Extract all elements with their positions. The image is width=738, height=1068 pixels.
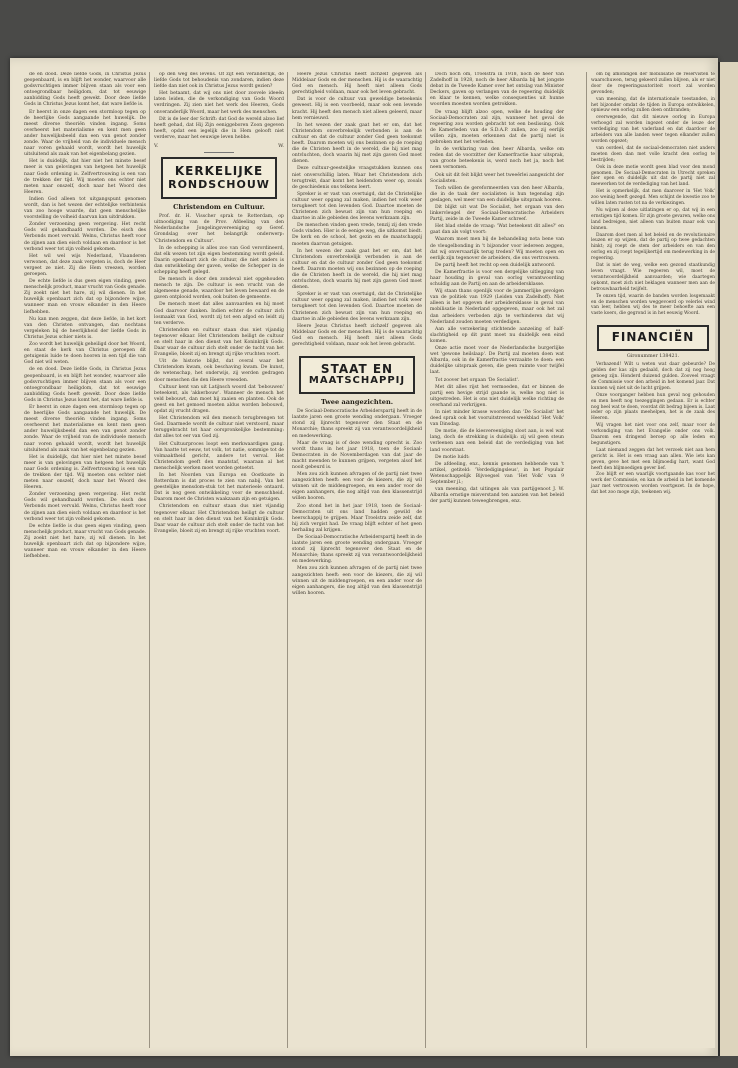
giro-number: Gironummer 138421.: [626, 354, 680, 360]
paragraph: Er heerst in onze dagen een stormloop tegen op de heerlijke Gods aangaande het huwelijk. De meest diverse theoriën vinden ingang. Soms overheerst het materialisme en kent men geen ander huwelijksbeeld dan een van genot zonder zonde. Waar de vrijheid van de individuele mensch naar voren gehaald wordt, wordt het huwelijk uitsluitend als zaak van het eigenbelang gezien.: [24, 404, 146, 453]
paragraph: Het wil wel wijs Nederland, Vlaanderen verwonen, dat deze zaak vergeten is, doch de Heer vergeet ze niet. Zij die Hem vreezen, worden geroepen.: [24, 253, 146, 277]
paragraph: In de schepping is alles zoo van God verordineerd, dat elk wezen tot zijn eigen bestemming wordt geleid. Daarin openbaart zich de cultuur, die niet anders is dan ontwikkeling der gaven, welke de Schepper in de schepping heeft gelegd.: [154, 245, 284, 275]
paragraph: Indien God alleen tot uitgangspunt genomen wordt, dan is het wezen der echtelijke verbintenis van zoo hooge waarde, dat geen menschelijke voorstelling de volheid daarvan kan uitdrukken.: [24, 196, 146, 221]
paragraph: Dat is niet de weg, welke een gezond staatkundig leven vraagt. Wie regeeren wil, moet de verantwoordelijkheid aanvaarden; wie daartegen opkomt, moet zich niet beklagen wanneer men aan de betrouwbaarheid twijfelt.: [591, 263, 715, 292]
paragraph: Christendom en cultuur staan dus niet vijandig tegenover elkaar. Het Christendom heiligt de cultuur en stelt haar in den dienst van het Koninkrijk Gods. Daar waar de cultuur zich stelt onder de tucht van het Evangelie, bloeit zij en brengt zij rijke vruchten voort.: [154, 504, 284, 534]
paragraph: In het wezen der zaak gaat het er om, dat het Christendom onverbrekelijk verbonden is aan de cultuur en dat de cultuur zonder God geen toekomst heeft. Daarom moeten wij ons bezinnen op de roeping die de Christen heeft in de wereld, die hij niet mag ontvluchten, doch waarin hij met zijn gaven God moet dienen.: [292, 248, 422, 291]
paragraph: Onze voorganger hebben hun geval nog gehouden en men heeft nog toezeggingen gedaan. Er is echter nog heel wat te doen, voordat dit bedrag bijeen is. Laat ieder op zijn plaats meehelpen, het is de zaak des Heeren.: [591, 392, 715, 422]
paragraph: Spreker is er vast van overtuigd, dat de Christelijke cultuur weer opgang zal maken, indien het volk weer terugkeert tot den levenden God. Daartoe moeten de Christenen zich bewust zijn van hun roeping en daartoe in alle gebieden des levens werkzaam zijn.: [292, 191, 422, 222]
paragraph: Christendom en cultuur staan dus niet vijandig tegenover elkaar. Het Christendom heiligt de cultuur en stelt haar in den dienst van het Koninkrijk Gods. Daar waar de cultuur zich stelt onder de tucht van het Evangelie, bloeit zij en brengt zij rijke vruchten voort.: [154, 327, 284, 358]
financien-header: FINANCIËN: [597, 325, 709, 351]
paragraph: Ook uit dit feit blijkt weer het tweeërlei aangezicht der Socialisten.: [430, 172, 564, 184]
paragraph: In het Noorden van Europa en Oostkuste in Rotterdam is dat proces te zien van nabij. Van het geestelijke mensdom-stuk tot het materieele ontaard. Dat is nog geen ontwikkeling voor de menschheid. Daarom moet de Christen waakzaam zijn en getuigen.: [154, 472, 284, 503]
section-head-line-1: STAAT EN: [320, 362, 394, 377]
paragraph: Dit is de leer der Schrift: dat God de wereld alzoo lief heeft gehad, dat Hij Zijn eeniggeboren Zoon gegeven heeft, opdat een iegelijk die in Hem gelooft niet verderve, maar het eeuwige leven hebbe.: [154, 116, 284, 140]
paragraph: De echte liefde is dus geen eigen vinding, geen menschelijk product, maar vrucht van Gods genade. Zij zoekt niet het hare, zij wil dienen. In het huwelijk openbaart zich dat op bijzondere wijze, wanneer man en vrouw elkander in den Heere liefhebben.: [24, 523, 146, 560]
paragraph: In het wezen der zaak gaat het er om, dat het Christendom onverbrekelijk verbonden is aan de cultuur en dat de cultuur zonder God geen toekomst heeft. Daarom moeten wij ons bezinnen op de roeping die de Christen heeft in de wereld, die hij niet mag ontvluchten, doch waarin hij met zijn gaven God moet dienen.: [292, 122, 422, 165]
paragraph: Dit blijkt uit wat De Socialist, het orgaan van den linkervleugel der Sociaal-Democratische Arbeiders Partij, zeide in de Tweede Kamer schreef.: [430, 204, 564, 223]
paragraph: Waarom moet men bij de behandeling nota bene van de vleugelbonding in 't bijzonder voor iedereen zeggen, dat wij onvervaarlijk terug treden? Wij moeten open en eerlijk zijn tegenover de arbeiders, die ons vertrouwen.: [430, 237, 564, 261]
section-head-line-2: RONDSCHOUW: [168, 178, 270, 192]
article-title: Twee aangezichten.: [320, 398, 394, 407]
paragraph: De Sociaal-Democratische Arbeiderspartij heeft in de laatste jaren een groote wending ondergaan. Vroeger stond zij lijnrecht tegenover den Staat en de Monarchie; thans spreekt zij van verantwoordelijkheid en medewerking.: [292, 535, 422, 565]
paragraph: De echte liefde is dus geen eigen vinding, geen menschelijk product, maar vrucht van Gods genade. Zij zoekt niet het hare, zij wil dienen. In het huwelijk openbaart zich dat op bijzondere wijze, wanneer man en vrouw elkander in den Heere liefhebben.: [24, 279, 146, 315]
paragraph: Zonder verzoening geen vergeving. Het recht Gods wil gehandhaafd worden. De eisch des Verbonds moet vervuld. Welnu, Christus heeft voor de zijnen aan dien eisch voldaan en daardoor is het verbond weer tot zijn volheid gekomen.: [24, 492, 146, 522]
column-2: [154, 72, 284, 1048]
column-divider: [149, 72, 150, 1048]
paragraph: De vraag blijft alzoo open, welke de houding der Sociaal-Democraten zal zijn, wanneer het geval de regeering zou worden gebracht tot een beslissing. Ook de Kamerleden van de S.D.A.P. zullen, zoo zij eerlijk willen zijn, moeten erkennen dat de partij niet is gebroken met het verleden.: [430, 109, 564, 146]
paragraph: Men zou zich kunnen afvragen of de partij niet twee aangezichten heeft: een voor de kiezers, die zij wil winnen uit de middengroepen, en een ander voor de eigen aanhangers, die nog altijd van den klassenstrijd willen hooren.: [292, 566, 422, 596]
paragraph: Tot zoover het orgaan 'De Socialist'.: [435, 377, 520, 383]
paragraph: om bij afkondigen der mobilisatie de reservisten te waarschuwen, terug gekeerd zullen blijven, als er niet door de regeeringsautoriteit voort zal worden gevonden;: [591, 72, 715, 95]
paragraph: Wij staan thans openlijk voor de jammerlijke gevolgen van de politiek van 1929 (Leiden van Zadelhoff). Niet alleen is het opgeven der arbeidersklasse in geval van mobilisatie in Nederland opgegeven, maar ook het zal dan arbeiders verboden zijn te verhinderen dat wij Nederland zouden moeten verdedigen.: [430, 289, 564, 325]
paragraph: Verbazend! Wilt u weten wat daar gebeurde? De gelden der kas zijn gedaald, doch dat zij nog hoog genoeg zijn. Honderd duizend gulden. Zooveel vraagt de Commissie voor den arbeid in het komend jaar. Dat kunnen wij niet uit de lucht grijpen.: [591, 362, 715, 391]
paragraph: Zoo stond het in het jaar 1918, toen de Sociaal-Democraten uit ons land hadden gewild de heerschappij te grijpen. Maar Troelstra zeide zelf, dat hij zich vergist had. De vraag blijft echter of het geen herhaling zal krijgen.: [292, 503, 422, 533]
paragraph: Heere Jezus Christus heeft zichzelf gegeven als Middelaar Gods en der menschen. Hij is de waarachtig God en mensch. Hij heeft niet alleen Gods gerechtigheid voldaan, maar ook het leven gebracht.: [292, 72, 422, 96]
paragraph: Nu wijzen al deze uitlatingen er op, dat wij in een ernstigen tijd komen. Er zijn groote gevaren, welke ons land bedreigen, niet alleen van buiten maar ook van binnen.: [591, 207, 715, 231]
section-head-line-2: MAATSCHAPPIJ: [308, 375, 406, 387]
signature-right: W.: [278, 143, 284, 150]
paragraph: Maar de vraag is of deze wending oprecht is. Zoo wordt thans in het jaar 1918, toen de Sociaal-Democraten in de Novemberdagen van dat jaar de macht meenden te kunnen grijpen, vergeten alsof het nooit gebeurd is.: [292, 440, 422, 470]
paragraph: de en dood. Deze liefde Gods, in Christus Jezus geopenbaard, is en blijft het wonder, waarvoor alle godsvruchtigen immer blijven staan als voor een ontoegrondbaar heiligdom, dat tot eeuwige aanbidding Gods heeft gewekt. Door deze liefde Gods in Christus Jezus komt het, dat ware liefde is.: [24, 367, 146, 403]
paragraph: van meening, dat uitingen als van partijgenoot J. W. Albarda ernstige misverstand ten aanzien van het beleid der partij kunnen teweegbrengen, enz.: [430, 487, 564, 505]
paragraph: Onze actie moet voor de Nederlandsche burgerlijke wet 'gewone heilslaap'. De Partij zal moeten doen wat Albarda, ook in de Kamerfractie verzaakte te doen: een duidelijke uitspraak geven, die geen ruimte voor twijfel laat.: [430, 346, 564, 376]
paragraph: Het is duidelijk, dat hier niet het minste besef meer is van gelovingen van hetgeen het huwelijk naar Gods ordening is. Zelfvertrouwing is een van de trekken der tijd. Wij moeten ons echter niet meten naar onszelf, doch naar het Woord des Heeren.: [24, 159, 146, 195]
paragraph: De partij heeft het recht op een duidelijk antwoord.: [435, 262, 556, 268]
paragraph: Aan alle verzekering stichtende aanzeiing of half-slachtigheid op dit punt moet nu duidelijk een eind komen.: [430, 326, 564, 344]
separator: [204, 152, 234, 153]
byline: Prof. dr. H. Visscher sprak te Rotterdam, op uitnoodiging van de Prov. Afdeeling van den Nederlandsche Jongelingsvereeniging op Geref. Grondslag over het belangrijk onderwerp: 'Christendom en Cultuur'.: [154, 214, 284, 244]
adjacent-page-edge: [718, 62, 738, 1056]
paragraph: Te onzen tijd, waarin de banden worden losgemaakt en de menschen worden weggevoerd op velerlei wind van leer, hebben wij des te meer behoefte aan een vaste koers, die gegrond is in het eeuwig Woord.: [591, 293, 715, 317]
kerkelijke-rondschouw-header: [161, 157, 277, 199]
paragraph: De mensch is door den zondeval niet opgehouden mensch te zijn. De cultuur is een vrucht van de algemeene genade, waardoor het leven bewaard en de gaven ontplooid worden, ook buiten de gemeente.: [154, 277, 284, 301]
column-4: [430, 72, 564, 1048]
paragraph: De afdeeling, enz., kennis genomen hebbende van 't artikel, getiteld: 'Verdedigingsleus', in het Populair Wetenschappelijk Bijvoegsel van 'Het Volk' van 9 September jl.;: [430, 461, 564, 485]
section-head-line-1: KERKELIJKE: [174, 164, 264, 179]
paragraph: Het Cultuurproces loopt een merkwaardigen gang. Van haatte tot eeuw, tot volk, tot natie, sommige tot de volmaaktheid gericht, andere tot verval. Het Christendom geeft den maatstaf, waaraan al het menschelijk werken moet worden getoetst.: [154, 441, 284, 471]
paragraph: De Sociaal-Democratische Arbeiderspartij heeft in de laatste jaren een groote wending ondergaan. Vroeger stond zij lijnrecht tegenover den Staat en de Monarchie; thans spreekt zij van verantwoordelijkheid en medewerking.: [292, 409, 422, 439]
paragraph: Spreker is er vast van overtuigd, dat de Christelijke cultuur weer opgang zal maken, indien het volk weer terugkeert tot den levenden God. Daartoe moeten de Christenen zich bewust zijn van hun roeping en daartoe in alle gebieden des levens werkzaam zijn.: [292, 292, 422, 322]
paragraph: Doch noch om, Troelstra in 1918, noch de heer Van Zadelhoff in 1928, noch de heer Albarda bij het jongste debat in de Tweede Kamer over het ontslag van Minister Deckers, gaven op verlangen van de regeering duidelijk en klaar te kennen, welke consequenties uit hunne woorden moesten worden getrokken.: [430, 72, 564, 108]
paragraph: Met dit alles rijst het vermoeden, dat er binnen de partij een hevige strijd gaande is, welke nog niet is uitgestreden. Het is ons niet duidelijk welke richting de overhand zal verkrijgen.: [430, 384, 564, 408]
paragraph: Het is duidelijk, dat hier niet het minste besef meer is van gelovingen van hetgeen het huwelijk naar Gods ordening is. Zelfvertrouwing is een van de trekken der tijd. Wij moeten ons echter niet meten naar onszelf, doch naar het Woord des Heeren.: [24, 454, 146, 491]
paragraph: Heere Jezus Christus heeft zichzelf gegeven als Middelaar Gods en der menschen. Hij is de waarachtig God en mensch. Hij heeft niet alleen Gods gerechtigheid voldaan, maar ook het leven gebracht.: [292, 323, 422, 348]
paragraph: Zoo wordt het huwelijk geheiligd door het Woord, en staat de kerk van Christus geroepen dit getuigenis luide te doen hooren in een tijd die van God niet wil weten.: [24, 342, 146, 366]
article-title: Christendom en Cultuur.: [173, 203, 265, 212]
paragraph: van oordeel, dat de sociaal-democraten niet anders moeten doen dan met volle kracht den oorlog te bestrijden;: [591, 145, 715, 163]
signature: [154, 143, 284, 149]
paragraph: van meening, dat de internationale toestanden, in het bijzonder omdat de tijden in Europa ontwikkelen, opnieuw een oorlog zullen doen ontbranden;: [591, 96, 715, 114]
staat-en-maatschappij-header: [299, 356, 415, 394]
paragraph: Dat is voor de cultuur van geweldige beteekenis geweest. Hij is een voorbeeld, maar ook een levende kracht. Hij heeft den mensch niet alleen geleerd, maar hem vernieuwd.: [292, 97, 422, 121]
paragraph: Zonder verzoening geen vergeving. Het recht Gods wil gehandhaafd worden. De eisch des Verbonds moet vervuld. Welnu, Christus heeft voor de zijnen aan dien eisch voldaan en daardoor is het verbond weer tot zijn volheid gekomen.: [24, 222, 146, 252]
signature-left: V.: [154, 143, 159, 150]
paragraph: De motie, die de kiesvereeniging sloot aan, is wel wat lang, doch de strekking is duidelijk: zij wil geen steun verleenen aan een beleid dat de verdediging van het land voorstaat.: [430, 429, 564, 453]
paragraph: Het blad stelde de vraag: 'Wat beteekent dit alles?' en gaat dan als volgt voort:: [430, 224, 564, 236]
paragraph: Nu kan men zeggen, dat deze liefde, in het kort van den Christen ontvangen, dan nochtans vergeleken bij de heerlijkheid der liefde Gods in Christus Jezus schier niets is.: [24, 316, 146, 340]
paragraph: In de verklaring van den heer Albarda, welke om reden dat de voorzitter der Kamerfractie haar uitsprak, van groote beteekenis is, werd noch het ja, noch het neen vernomen.: [430, 147, 564, 171]
column-divider: [287, 72, 288, 1048]
paragraph: De menschen vinden geen vrede, tenzij zij den vrede Gods vinden. Hier is de eenige weg, die uitkomst biedt. De kerk en de school, het gezin en de maatschappij moeten daarvan getuigen.: [292, 223, 422, 247]
paragraph: Wij vragen het niet voor ons zelf, maar voor de verkondiging van het Evangelie onder ons volk. Daarom een dringend beroep op alle leden en begunstigers.: [591, 423, 715, 446]
paragraph: Deze cultuur-geestelijke vraagstukken kunnen ons niet onverschillig laten. Waar het Christendom zich terugtrekt, daar komt het heidendom weer op, zooals de geschiedenis ons telkens leert.: [292, 166, 422, 190]
paragraph: Uit de historie blijkt, dat overal waar het Christendom kwam, ook beschaving kwam. De kunst, de wetenschap, het onderwijs, zij werden gedragen door menschen die den Heere vreesden.: [154, 359, 284, 383]
paragraph: Het Christendom wil den mensch terugbrengen tot God. Daarmede wordt de cultuur niet verstoord, maar teruggebracht tot haar oorspronkelijke bestemming: dat alles tot eer van God zij.: [154, 416, 284, 440]
paragraph: In niet minder krasse woorden dan 'De Socialist' het deed sprak ook het vooruitstrevend weekblad 'Het Volk' van Dinsdag.: [430, 409, 564, 428]
column-3: [292, 72, 422, 1048]
paragraph: De motie luidt:: [435, 454, 470, 460]
paragraph: Ook in deze motie wordt geen blad voor den mond genomen. De Sociaal-Democraten in Utrecht spreken hier open en duidelijk uit dat de partij niet zal meewerken tot de verdediging van het land.: [591, 164, 715, 188]
paragraph: Het betaamt, dat wij ons niet door zoovele ideeën laten leiden, die de verkondiging van Gods Woord verdringen. Zij zien niet het werk des Heeren, Gods onveranderlijk Woord, maar het werk des menschen.: [154, 91, 284, 115]
paragraph: Daarom doet men al het beleid en de revolutionaire leuzen er op wijzen, dat de partij op twee gedachten hinkt; zij roept de stem der arbeiders en van den oorlog en zij roept tegelijkertijd om medewerking in de regeering.: [591, 232, 715, 262]
paragraph: Laat niemand zeggen dat het verzoek niet aan hem gericht is. Het is een vraag aan allen. Wie iets kan geven, geve het met een blijmoedig hart, want God heeft den blijmoedigen gever lief.: [591, 447, 715, 471]
paragraph: Het is opmerkelijk, dat men daarover in 'Het Volk' zoo weinig heeft gezegd. Men schijnt de kwestie zoo te willen laten rusten tot na de verkiezingen.: [591, 189, 715, 207]
paragraph: Er heerst in onze dagen een stormloop tegen op de heerlijke Gods aangaande het huwelijk. De meest diverse theoriën vinden ingang. Soms overheerst het materialisme en kent men geen ander huwelijksbeeld dan een van genot zonder zonde. Waar de vrijheid van de individuele mensch naar voren gehaald wordt, wordt het huwelijk uitsluitend als zaak van het eigenbelang gezien.: [24, 109, 146, 158]
paragraph: op den weg des levens. Of zijt een veranderlijk, de liefde Gods tot behoudenis van zondaren, indien deze liefde dan niet ook in Christus Jezus wordt gezien?: [154, 72, 284, 90]
column-5: [586, 72, 715, 1048]
paragraph: Zoo blijft er een waarlijk voortgaande kas voor het werk der Commissie, en kan de arbeid in het komende jaar met vertrouwen worden voortgezet. In de hope, dat het zoo moge zijn, teekenen wij.: [591, 472, 715, 496]
paragraph: de en dood. Deze liefde Gods, in Christus Jezus geopenbaard, is en blijft het wonder, waarvoor alle godsvruchtigen immer blijven staan als voor een ontoegrondbaar heiligdom, dat tot eeuwige aanbidding Gods heeft gewekt. Door deze liefde Gods in Christus Jezus komt het, dat ware liefde is.: [24, 72, 146, 108]
paragraph: overwegende, dat dit nieuwe oorlog in Europa verhoogd zal worden ingezet onder de leuze der verdediging van het vaderland en dat daardoor de arbeiders van alle landen weer tegen elkander zullen worden opgezet;: [591, 115, 715, 144]
paragraph: Cultuur kent van uit Latijnsch woord dat 'bebouwen' beteekent, als 'akkerbouw'. Wanneer de mensch het veld bebouwt, dan moet hij zaaien en planten. Ook de geest en het gemoed moeten aldus worden bebouwd, opdat zij vrucht dragen.: [154, 384, 284, 415]
column-divider: [425, 72, 426, 1048]
paragraph: De Kamerfractie is voor een dergelijke uitlegging van haar houding in geval van oorlog verantwoording schuldig aan de Partij en aan de arbeidersklasse.: [430, 269, 564, 288]
column-1: [24, 72, 146, 1048]
paragraph: Toch willen de gereformeerden van den heer Albarda, die in de taak der socialisten is hun tegenslag zijn geslagen, wel meer van een duidelijke uitspraak hooren.: [430, 185, 564, 203]
paragraph: De mensch moet dat alles aanvaarden en hij moet God daarvoor danken. Indien echter de cultuur zich losmaakt van God, wordt zij tot een afgod en leidt zij ten verderve.: [154, 302, 284, 326]
paragraph: Men zou zich kunnen afvragen of de partij niet twee aangezichten heeft: een voor de kiezers, die zij wil winnen uit de middengroepen, en een ander voor de eigen aanhangers, die nog altijd van den klassenstrijd willen hooren.: [292, 472, 422, 502]
